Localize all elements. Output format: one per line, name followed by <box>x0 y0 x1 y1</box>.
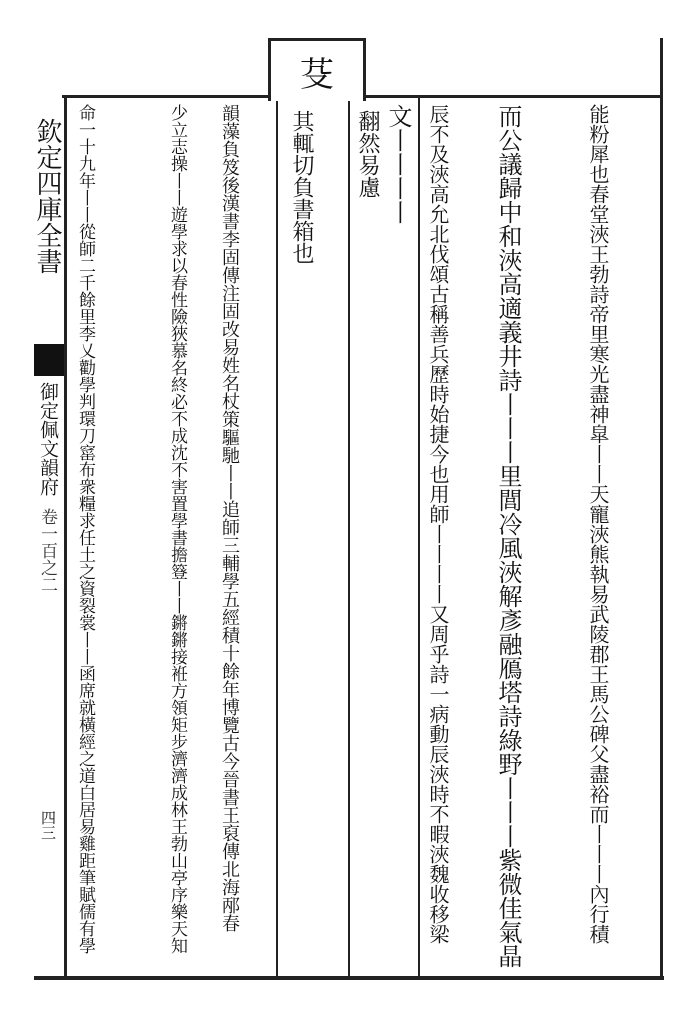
heading-character: 芟 <box>300 54 334 95</box>
margin-divider <box>64 95 67 978</box>
bottom-border <box>34 976 664 980</box>
heading-tab <box>268 38 366 101</box>
text-column-1: 能粉犀也春堂浹王勃詩帝里寒光盡神皐丨丨天寵浹熊執易武陵郡王馬公碑父盡裕而丨丨丨內行積 <box>586 104 610 944</box>
margin-black-block <box>34 344 64 376</box>
margin-volume: 卷一百之二 <box>37 508 57 593</box>
text-column-3: 辰不及浹高允北伐頌古稱善兵歷時始捷今也用師丨丨丨丨又周乎詩一病動辰浹時不暇浹魏收移梁 <box>426 104 450 944</box>
inner-divider-3 <box>418 98 420 976</box>
text-column-2: 而公議歸中和浹高適義井詩丨丨丨里閭冷風浹解彥融鴈塔詩綠野丨丨丨紫微佳氣晶 <box>494 104 522 968</box>
text-column-9: 命一十九年丨丨從師二千餘里李乂勸學判環刀窰布衆糧求任土之資裂裳丨丨函席就橫經之道白居易雞距筆賦儒有學 <box>75 104 95 954</box>
text-column-6: 其輒切負書箱也 <box>289 110 314 264</box>
inner-divider <box>276 98 278 976</box>
margin-page-number: 四三 <box>39 810 57 840</box>
inner-divider-2 <box>348 98 350 976</box>
text-column-7: 韻藻負笈後漢書李固傳注固改易姓名杖策驅馳丨丨追師三輔學五經積十餘年博覽古今晉書王裒傳北海邴春 <box>219 104 240 932</box>
margin-sub-title: 御定佩文韻府 <box>37 382 59 496</box>
text-column-4: 文丨丨丨丨 <box>384 104 412 224</box>
margin-book-title: 欽定四庫全書 <box>32 118 62 274</box>
right-border <box>660 38 663 978</box>
text-column-8: 少立志操丨丨遊學求以春性險狹慕名終必不成沈不害置學書擔簦丨丨鏘鏘接袵方領矩步濟濟成林王勃山亭序樂天知 <box>167 104 187 954</box>
text-column-5: 翻然易慮 <box>355 110 380 198</box>
